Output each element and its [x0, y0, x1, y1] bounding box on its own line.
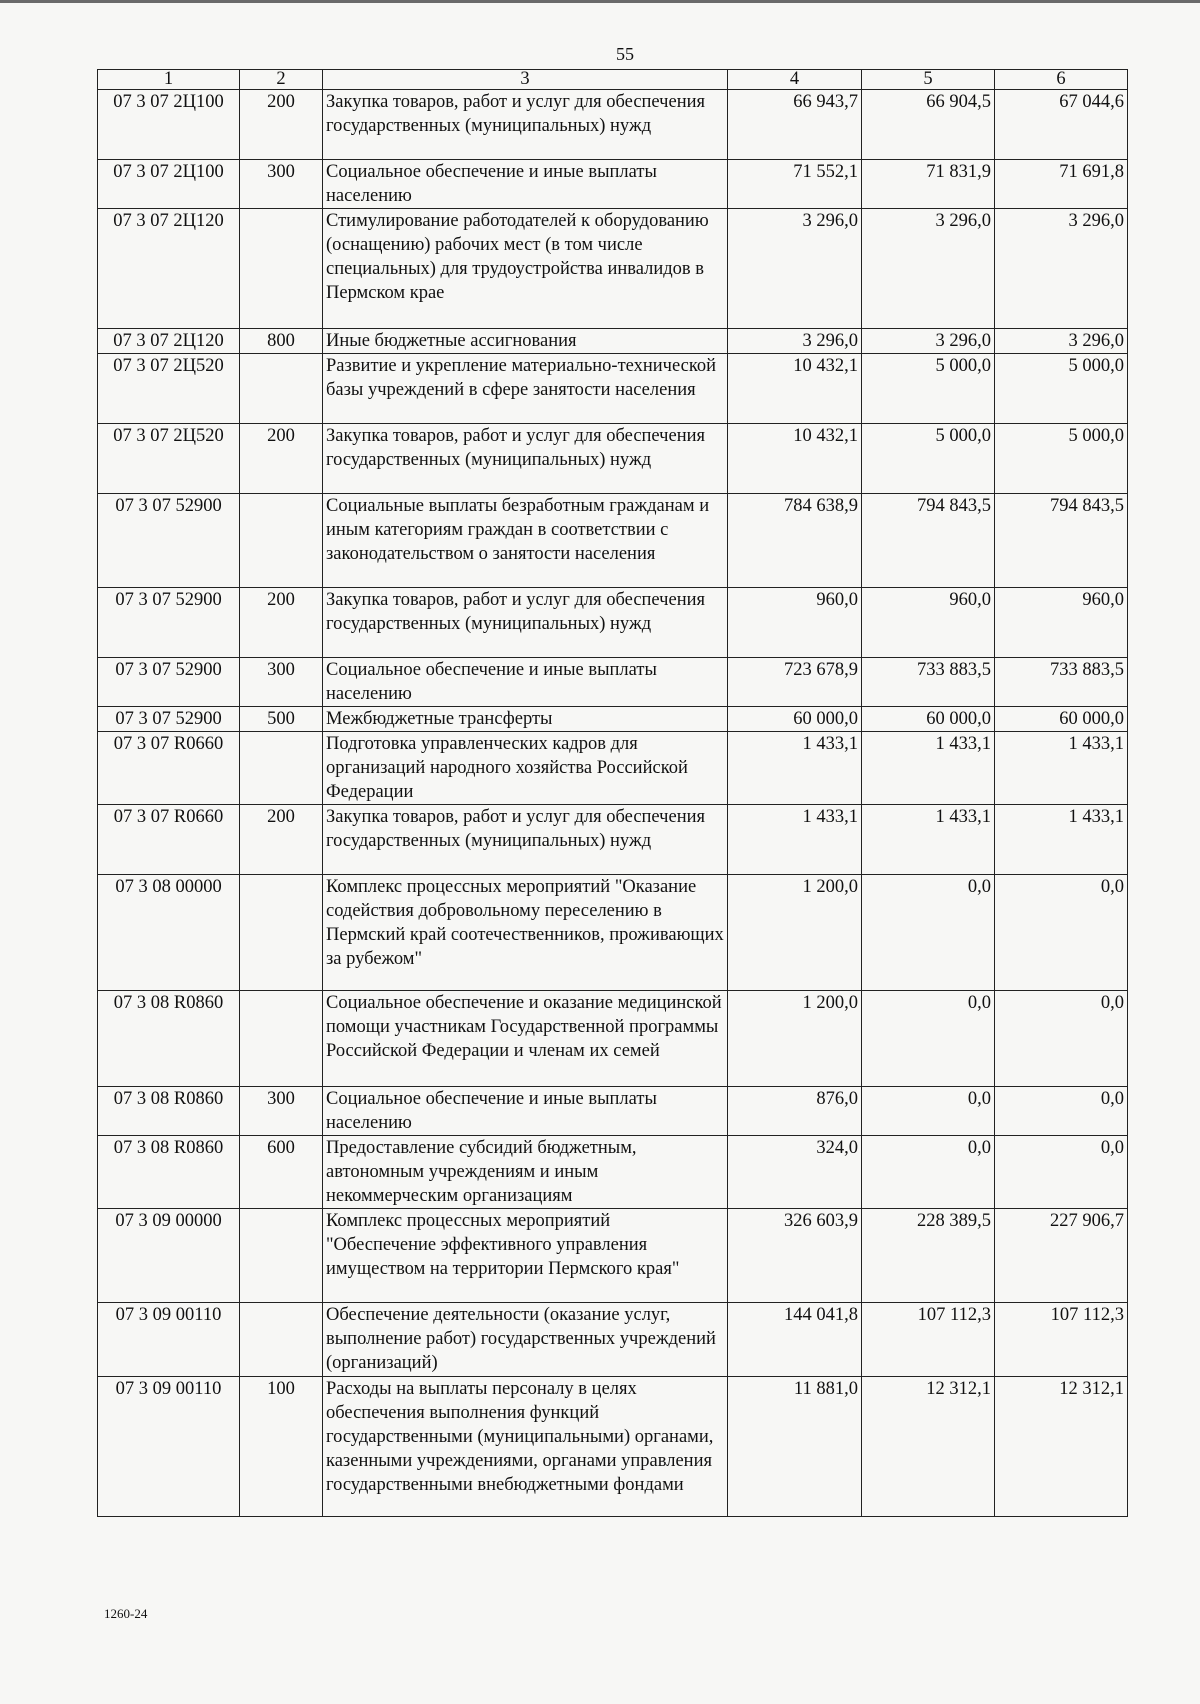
table-row [98, 1136, 1128, 1209]
amount-col-6-cell: 227 906,7 [995, 1209, 1128, 1303]
amount-col-4-cell: 71 552,1 [728, 160, 862, 209]
amount-col-5-cell: 1 433,1 [862, 732, 995, 805]
budget-table [97, 69, 1128, 1517]
item-name-cell: Предоставление субсидий бюджетным, автономным учреждениям и иным некоммерческим организациям [323, 1136, 728, 1209]
budget-code-cell: 07 3 09 00110 [98, 1377, 240, 1517]
amount-col-6-cell: 0,0 [995, 1136, 1128, 1209]
budget-code-cell: 07 3 07 52900 [98, 707, 240, 732]
header-row [98, 70, 1128, 90]
budget-code-cell: 07 3 07 R0660 [98, 732, 240, 805]
amount-col-4-cell: 1 433,1 [728, 805, 862, 875]
amount-col-5-cell: 107 112,3 [862, 1303, 995, 1377]
amount-col-4-cell: 876,0 [728, 1087, 862, 1136]
amount-col-5-cell: 71 831,9 [862, 160, 995, 209]
header-col-3: 3 [323, 70, 728, 90]
item-name-cell: Расходы на выплаты персоналу в целях обеспечения выполнения функций государственными (муниципальными) органами, казенными учреждениями, органами управления государственными внебюджетными фондами [323, 1377, 728, 1517]
amount-col-5-cell: 5 000,0 [862, 354, 995, 424]
expense-type-cell: 200 [240, 805, 323, 875]
amount-col-4-cell: 11 881,0 [728, 1377, 862, 1517]
budget-code-cell: 07 3 09 00000 [98, 1209, 240, 1303]
item-name-cell: Межбюджетные трансферты [323, 707, 728, 732]
budget-code-cell: 07 3 07 52900 [98, 494, 240, 588]
item-name-cell: Закупка товаров, работ и услуг для обеспечения государственных (муниципальных) нужд [323, 805, 728, 875]
expense-type-cell [240, 1303, 323, 1377]
expense-type-cell: 200 [240, 588, 323, 658]
budget-code-cell: 07 3 07 2Ц120 [98, 209, 240, 329]
amount-col-4-cell: 3 296,0 [728, 209, 862, 329]
budget-code-cell: 07 3 08 R0860 [98, 1087, 240, 1136]
amount-col-6-cell: 12 312,1 [995, 1377, 1128, 1517]
table-row [98, 588, 1128, 658]
amount-col-4-cell: 326 603,9 [728, 1209, 862, 1303]
table-row [98, 875, 1128, 991]
table-row [98, 1087, 1128, 1136]
amount-col-4-cell: 1 200,0 [728, 991, 862, 1087]
amount-col-5-cell: 0,0 [862, 875, 995, 991]
amount-col-4-cell: 1 200,0 [728, 875, 862, 991]
table-row [98, 991, 1128, 1087]
table-row [98, 1209, 1128, 1303]
amount-col-4-cell: 10 432,1 [728, 424, 862, 494]
amount-col-6-cell: 960,0 [995, 588, 1128, 658]
item-name-cell: Развитие и укрепление материально-технической базы учреждений в сфере занятости населения [323, 354, 728, 424]
amount-col-4-cell: 960,0 [728, 588, 862, 658]
amount-col-6-cell: 0,0 [995, 875, 1128, 991]
table-row [98, 329, 1128, 354]
amount-col-4-cell: 66 943,7 [728, 90, 862, 160]
item-name-cell: Социальное обеспечение и иные выплаты населению [323, 160, 728, 209]
amount-col-5-cell: 960,0 [862, 588, 995, 658]
amount-col-5-cell: 0,0 [862, 1087, 995, 1136]
amount-col-6-cell: 1 433,1 [995, 732, 1128, 805]
item-name-cell: Закупка товаров, работ и услуг для обеспечения государственных (муниципальных) нужд [323, 424, 728, 494]
table-row [98, 1303, 1128, 1377]
expense-type-cell [240, 209, 323, 329]
budget-code-cell: 07 3 07 2Ц520 [98, 354, 240, 424]
amount-col-6-cell: 5 000,0 [995, 354, 1128, 424]
expense-type-cell: 500 [240, 707, 323, 732]
amount-col-6-cell: 1 433,1 [995, 805, 1128, 875]
table-row [98, 658, 1128, 707]
table-row [98, 90, 1128, 160]
amount-col-6-cell: 733 883,5 [995, 658, 1128, 707]
amount-col-6-cell: 3 296,0 [995, 209, 1128, 329]
expense-type-cell [240, 494, 323, 588]
table-row [98, 1377, 1128, 1517]
header-col-1: 1 [98, 70, 240, 90]
item-name-cell: Комплекс процессных мероприятий "Оказание содействия добровольному переселению в Пермский край соотечественников, проживающих за рубежом" [323, 875, 728, 991]
item-name-cell: Стимулирование работодателей к оборудованию (оснащению) рабочих мест (в том числе специальных) для трудоустройства инвалидов в Пермском крае [323, 209, 728, 329]
expense-type-cell: 600 [240, 1136, 323, 1209]
table-row [98, 424, 1128, 494]
item-name-cell: Закупка товаров, работ и услуг для обеспечения государственных (муниципальных) нужд [323, 90, 728, 160]
expense-type-cell [240, 732, 323, 805]
amount-col-6-cell: 3 296,0 [995, 329, 1128, 354]
table-row [98, 707, 1128, 732]
budget-code-cell: 07 3 07 2Ц520 [98, 424, 240, 494]
amount-col-5-cell: 0,0 [862, 991, 995, 1087]
amount-col-4-cell: 784 638,9 [728, 494, 862, 588]
item-name-cell: Подготовка управленческих кадров для организаций народного хозяйства Российской Федерации [323, 732, 728, 805]
amount-col-5-cell: 733 883,5 [862, 658, 995, 707]
item-name-cell: Закупка товаров, работ и услуг для обеспечения государственных (муниципальных) нужд [323, 588, 728, 658]
amount-col-4-cell: 10 432,1 [728, 354, 862, 424]
amount-col-4-cell: 324,0 [728, 1136, 862, 1209]
budget-code-cell: 07 3 09 00110 [98, 1303, 240, 1377]
amount-col-4-cell: 60 000,0 [728, 707, 862, 732]
amount-col-6-cell: 71 691,8 [995, 160, 1128, 209]
expense-type-cell: 200 [240, 424, 323, 494]
header-col-2: 2 [240, 70, 323, 90]
table-row [98, 805, 1128, 875]
expense-type-cell: 200 [240, 90, 323, 160]
expense-type-cell [240, 991, 323, 1087]
document-code: 1260-24 [104, 1606, 148, 1621]
amount-col-6-cell: 794 843,5 [995, 494, 1128, 588]
page-number: 55 [616, 44, 634, 64]
amount-col-5-cell: 1 433,1 [862, 805, 995, 875]
amount-col-5-cell: 3 296,0 [862, 209, 995, 329]
budget-code-cell: 07 3 07 R0660 [98, 805, 240, 875]
amount-col-5-cell: 228 389,5 [862, 1209, 995, 1303]
item-name-cell: Обеспечение деятельности (оказание услуг, выполнение работ) государственных учреждений (организаций) [323, 1303, 728, 1377]
amount-col-6-cell: 5 000,0 [995, 424, 1128, 494]
table-row [98, 732, 1128, 805]
amount-col-4-cell: 1 433,1 [728, 732, 862, 805]
header-col-6: 6 [995, 70, 1128, 90]
item-name-cell: Социальное обеспечение и оказание медицинской помощи участникам Государственной программы Российской Федерации и членам их семей [323, 991, 728, 1087]
budget-code-cell: 07 3 07 2Ц100 [98, 90, 240, 160]
table-row [98, 209, 1128, 329]
amount-col-6-cell: 67 044,6 [995, 90, 1128, 160]
amount-col-5-cell: 3 296,0 [862, 329, 995, 354]
page-top-edge [0, 0, 1200, 3]
expense-type-cell [240, 1209, 323, 1303]
header-col-5: 5 [862, 70, 995, 90]
item-name-cell: Социальное обеспечение и иные выплаты населению [323, 1087, 728, 1136]
item-name-cell: Социальные выплаты безработным гражданам и иным категориям граждан в соответствии с законодательством о занятости населения [323, 494, 728, 588]
table-row [98, 160, 1128, 209]
item-name-cell: Иные бюджетные ассигнования [323, 329, 728, 354]
expense-type-cell [240, 354, 323, 424]
amount-col-5-cell: 60 000,0 [862, 707, 995, 732]
amount-col-5-cell: 5 000,0 [862, 424, 995, 494]
amount-col-6-cell: 107 112,3 [995, 1303, 1128, 1377]
amount-col-4-cell: 144 041,8 [728, 1303, 862, 1377]
amount-col-4-cell: 723 678,9 [728, 658, 862, 707]
item-name-cell: Комплекс процессных мероприятий "Обеспечение эффективного управления имуществом на территории Пермского края" [323, 1209, 728, 1303]
table-row [98, 494, 1128, 588]
amount-col-6-cell: 60 000,0 [995, 707, 1128, 732]
expense-type-cell [240, 875, 323, 991]
amount-col-5-cell: 794 843,5 [862, 494, 995, 588]
budget-code-cell: 07 3 07 52900 [98, 588, 240, 658]
header-col-4: 4 [728, 70, 862, 90]
expense-type-cell: 800 [240, 329, 323, 354]
expense-type-cell: 100 [240, 1377, 323, 1517]
budget-code-cell: 07 3 08 R0860 [98, 991, 240, 1087]
amount-col-4-cell: 3 296,0 [728, 329, 862, 354]
amount-col-5-cell: 0,0 [862, 1136, 995, 1209]
amount-col-5-cell: 66 904,5 [862, 90, 995, 160]
expense-type-cell: 300 [240, 1087, 323, 1136]
expense-type-cell: 300 [240, 160, 323, 209]
budget-code-cell: 07 3 07 52900 [98, 658, 240, 707]
budget-code-cell: 07 3 08 00000 [98, 875, 240, 991]
budget-code-cell: 07 3 08 R0860 [98, 1136, 240, 1209]
budget-code-cell: 07 3 07 2Ц100 [98, 160, 240, 209]
expense-type-cell: 300 [240, 658, 323, 707]
table-row [98, 354, 1128, 424]
item-name-cell: Социальное обеспечение и иные выплаты населению [323, 658, 728, 707]
amount-col-5-cell: 12 312,1 [862, 1377, 995, 1517]
budget-code-cell: 07 3 07 2Ц120 [98, 329, 240, 354]
amount-col-6-cell: 0,0 [995, 991, 1128, 1087]
amount-col-6-cell: 0,0 [995, 1087, 1128, 1136]
